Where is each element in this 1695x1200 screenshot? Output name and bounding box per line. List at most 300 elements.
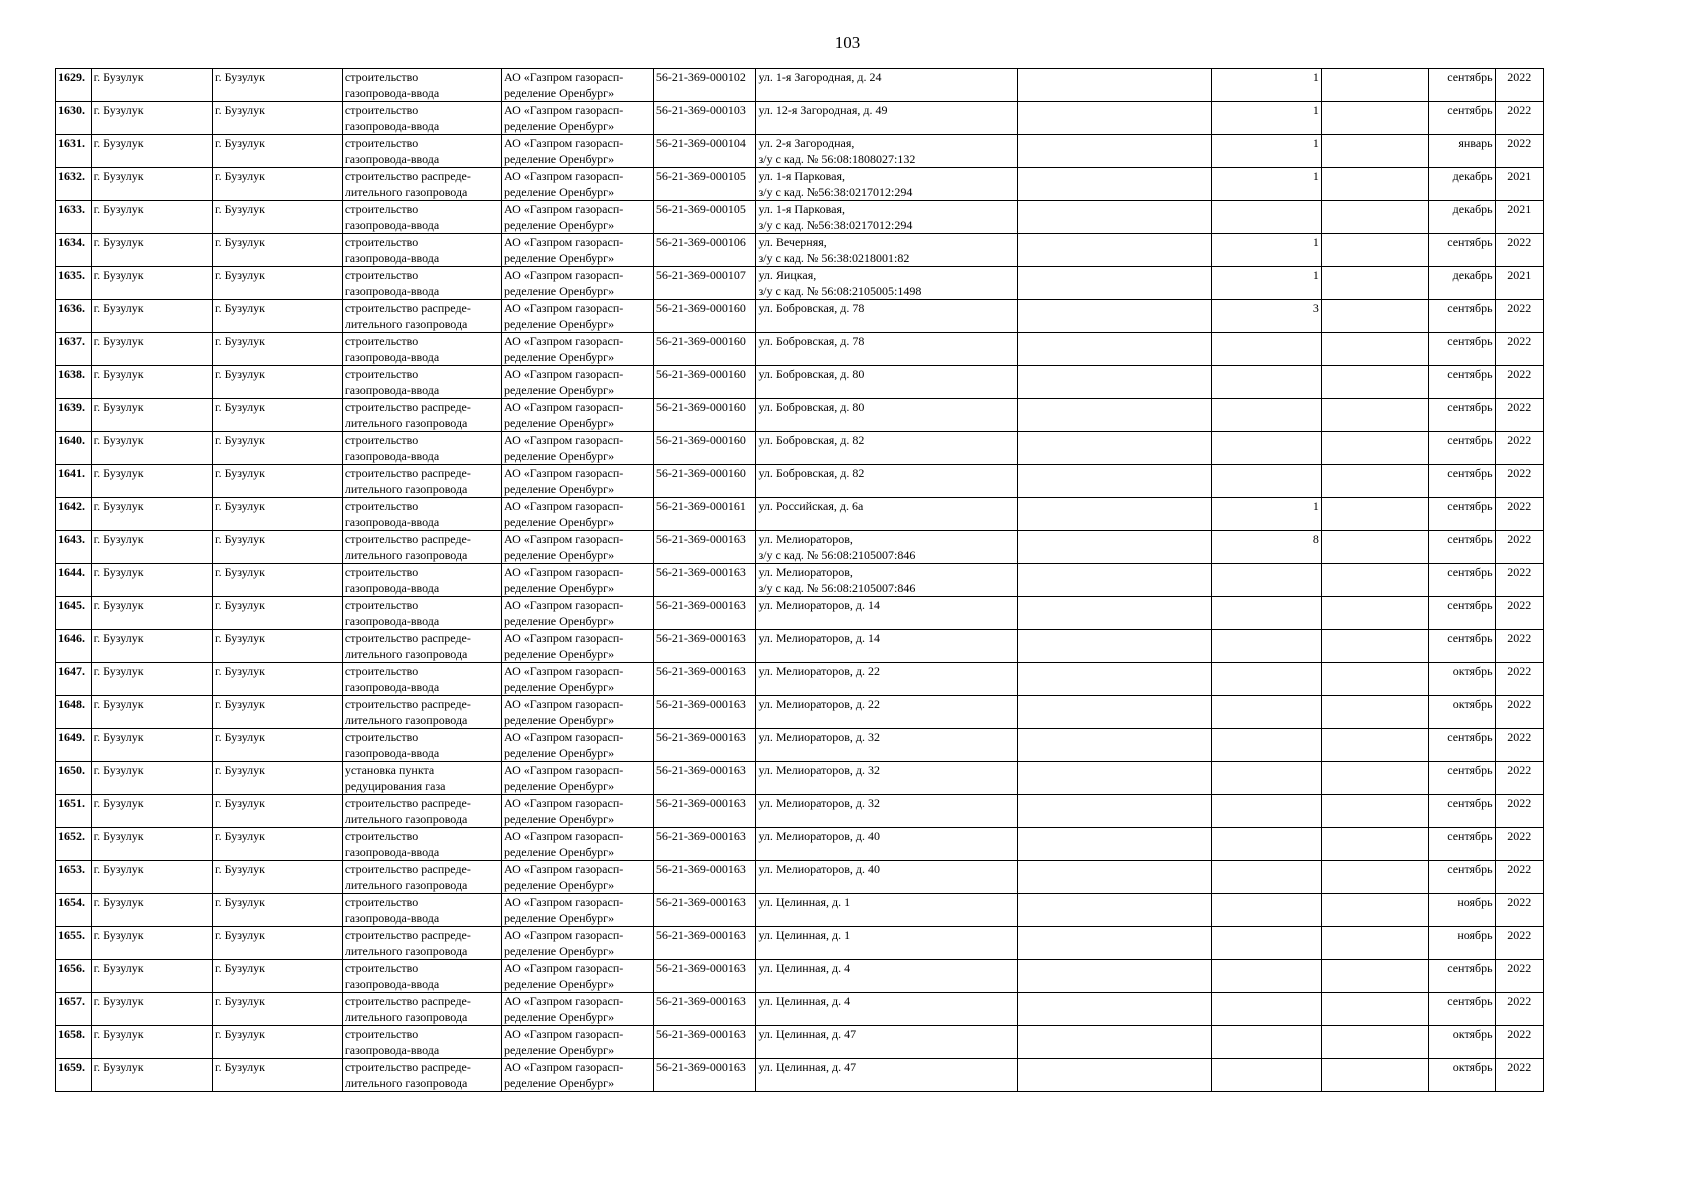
month-cell: декабрь bbox=[1428, 267, 1495, 300]
quantity-cell bbox=[1211, 762, 1321, 795]
address-cell-line: ул. Вечерняя, bbox=[758, 235, 827, 249]
quantity-cell bbox=[1211, 894, 1321, 927]
locality-cell: г. Бузулук bbox=[213, 663, 343, 696]
empty-cell bbox=[1321, 1059, 1428, 1092]
quantity-cell bbox=[1211, 201, 1321, 234]
municipality-cell: г. Бузулук bbox=[91, 465, 212, 498]
empty-cell bbox=[1321, 267, 1428, 300]
organization-cell bbox=[502, 102, 654, 135]
year-cell: 2021 bbox=[1495, 201, 1543, 234]
month-cell: ноябрь bbox=[1428, 894, 1495, 927]
network-code-cell: 56-21-369-000102 bbox=[653, 69, 756, 102]
year-cell: 2022 bbox=[1495, 630, 1543, 663]
month-cell: сентябрь bbox=[1428, 102, 1495, 135]
month-cell: сентябрь bbox=[1428, 69, 1495, 102]
quantity-cell: 1 bbox=[1211, 498, 1321, 531]
locality-cell: г. Бузулук bbox=[213, 234, 343, 267]
address-cell-line: з/у с кад. № 56:08:2105005:1498 bbox=[758, 284, 922, 298]
month-cell: сентябрь bbox=[1428, 564, 1495, 597]
organization-cell bbox=[502, 366, 654, 399]
organization-cell-line: ределение Оренбург» bbox=[504, 251, 615, 265]
row-number: 1631. bbox=[56, 135, 92, 168]
address-cell bbox=[756, 102, 1018, 135]
work-type-cell bbox=[342, 630, 501, 663]
table-row bbox=[56, 168, 1591, 201]
address-cell-line: з/у с кад. №56:38:0217012:294 bbox=[758, 218, 913, 232]
empty-cell bbox=[1321, 597, 1428, 630]
work-type-cell-line: строительство распреде- bbox=[344, 400, 471, 414]
organization-cell bbox=[502, 927, 654, 960]
row-number: 1645. bbox=[56, 597, 92, 630]
quantity-cell bbox=[1211, 366, 1321, 399]
year-cell: 2022 bbox=[1495, 69, 1543, 102]
address-cell-line: ул. Целинная, д. 47 bbox=[758, 1027, 857, 1041]
network-code-cell: 56-21-369-000163 bbox=[653, 564, 756, 597]
municipality-cell: г. Бузулук bbox=[91, 201, 212, 234]
organization-cell-line: ределение Оренбург» bbox=[504, 548, 615, 562]
table-row bbox=[56, 993, 1591, 1026]
empty-cell bbox=[1321, 432, 1428, 465]
empty-cell bbox=[1018, 960, 1212, 993]
organization-cell bbox=[502, 762, 654, 795]
address-cell bbox=[756, 564, 1018, 597]
work-type-cell-line: строительство распреде- bbox=[344, 796, 471, 810]
work-type-cell bbox=[342, 432, 501, 465]
work-type-cell bbox=[342, 762, 501, 795]
organization-cell-line: АО «Газпром газорасп- bbox=[504, 763, 624, 777]
empty-cell bbox=[1018, 333, 1212, 366]
empty-cell bbox=[1018, 1026, 1212, 1059]
address-cell bbox=[756, 630, 1018, 663]
quantity-cell: 8 bbox=[1211, 531, 1321, 564]
work-type-cell-line: лительного газопровода bbox=[344, 1076, 468, 1090]
organization-cell bbox=[502, 630, 654, 663]
organization-cell bbox=[502, 828, 654, 861]
organization-cell-line: АО «Газпром газорасп- bbox=[504, 70, 624, 84]
year-cell: 2022 bbox=[1495, 399, 1543, 432]
quantity-cell: 3 bbox=[1211, 300, 1321, 333]
municipality-cell: г. Бузулук bbox=[91, 696, 212, 729]
year-cell: 2022 bbox=[1495, 597, 1543, 630]
year-cell: 2022 bbox=[1495, 927, 1543, 960]
address-cell-line: ул. Мелиораторов, д. 22 bbox=[758, 664, 881, 678]
network-code-cell: 56-21-369-000105 bbox=[653, 168, 756, 201]
work-type-cell-line: строительство распреде- bbox=[344, 631, 471, 645]
organization-cell-line: АО «Газпром газорасп- bbox=[504, 202, 624, 216]
address-cell-line: з/у с кад. № 56:08:2105007:846 bbox=[758, 581, 916, 595]
empty-cell bbox=[1018, 366, 1212, 399]
work-type-cell-line: строительство распреде- bbox=[344, 1060, 471, 1074]
municipality-cell: г. Бузулук bbox=[91, 498, 212, 531]
quantity-cell bbox=[1211, 1026, 1321, 1059]
organization-cell bbox=[502, 1059, 654, 1092]
table-row bbox=[56, 102, 1591, 135]
work-type-cell-line: строительство bbox=[344, 334, 419, 348]
empty-cell bbox=[1018, 927, 1212, 960]
month-cell: сентябрь bbox=[1428, 399, 1495, 432]
network-code-cell: 56-21-369-000163 bbox=[653, 597, 756, 630]
month-cell: октябрь bbox=[1428, 696, 1495, 729]
empty-cell bbox=[1321, 366, 1428, 399]
organization-cell bbox=[502, 861, 654, 894]
organization-cell-line: ределение Оренбург» bbox=[504, 1010, 615, 1024]
row-number: 1630. bbox=[56, 102, 92, 135]
empty-cell bbox=[1018, 399, 1212, 432]
work-type-cell-line: газопровода-ввода bbox=[344, 218, 440, 232]
work-type-cell-line: строительство bbox=[344, 103, 419, 117]
empty-cell bbox=[1018, 135, 1212, 168]
address-cell bbox=[756, 597, 1018, 630]
network-code-cell: 56-21-369-000160 bbox=[653, 366, 756, 399]
empty-cell bbox=[1018, 795, 1212, 828]
organization-cell-line: АО «Газпром газорасп- bbox=[504, 367, 624, 381]
empty-cell bbox=[1321, 663, 1428, 696]
work-type-cell-line: строительство bbox=[344, 1027, 419, 1041]
municipality-cell: г. Бузулук bbox=[91, 531, 212, 564]
locality-cell: г. Бузулук bbox=[213, 597, 343, 630]
work-type-cell-line: газопровода-ввода bbox=[344, 515, 440, 529]
month-cell: сентябрь bbox=[1428, 795, 1495, 828]
organization-cell bbox=[502, 597, 654, 630]
table-row bbox=[56, 333, 1591, 366]
empty-cell bbox=[1018, 993, 1212, 1026]
quantity-cell bbox=[1211, 993, 1321, 1026]
empty-cell bbox=[1321, 135, 1428, 168]
empty-cell bbox=[1321, 729, 1428, 762]
work-type-cell-line: газопровода-ввода bbox=[344, 383, 440, 397]
address-cell bbox=[756, 366, 1018, 399]
organization-cell-line: ределение Оренбург» bbox=[504, 515, 615, 529]
work-type-cell-line: лительного газопровода bbox=[344, 482, 468, 496]
year-cell: 2022 bbox=[1495, 696, 1543, 729]
locality-cell: г. Бузулук bbox=[213, 267, 343, 300]
table-row bbox=[56, 399, 1591, 432]
empty-cell bbox=[1321, 861, 1428, 894]
address-cell-line: ул. Бобровская, д. 78 bbox=[758, 334, 865, 348]
work-type-cell-line: строительство bbox=[344, 895, 419, 909]
municipality-cell: г. Бузулук bbox=[91, 1026, 212, 1059]
month-cell: октябрь bbox=[1428, 1026, 1495, 1059]
empty-cell bbox=[1018, 828, 1212, 861]
year-cell: 2022 bbox=[1495, 135, 1543, 168]
locality-cell: г. Бузулук bbox=[213, 399, 343, 432]
month-cell: сентябрь bbox=[1428, 465, 1495, 498]
row-number: 1642. bbox=[56, 498, 92, 531]
table-row bbox=[56, 135, 1591, 168]
work-type-cell-line: строительство bbox=[344, 268, 419, 282]
address-cell-line: з/у с кад. № 56:08:1808027:132 bbox=[758, 152, 916, 166]
month-cell: сентябрь bbox=[1428, 828, 1495, 861]
address-cell-line: ул. 12-я Загородная, д. 49 bbox=[758, 103, 888, 117]
quantity-cell bbox=[1211, 333, 1321, 366]
municipality-cell: г. Бузулук bbox=[91, 267, 212, 300]
organization-cell-line: АО «Газпром газорасп- bbox=[504, 268, 624, 282]
work-type-cell-line: газопровода-ввода bbox=[344, 911, 440, 925]
work-type-cell bbox=[342, 1059, 501, 1092]
empty-cell bbox=[1321, 399, 1428, 432]
network-code-cell: 56-21-369-000163 bbox=[653, 1059, 756, 1092]
month-cell: сентябрь bbox=[1428, 762, 1495, 795]
year-cell: 2022 bbox=[1495, 993, 1543, 1026]
empty-cell bbox=[1018, 498, 1212, 531]
table-row bbox=[56, 729, 1591, 762]
year-cell: 2022 bbox=[1495, 795, 1543, 828]
municipality-cell: г. Бузулук bbox=[91, 300, 212, 333]
table-row bbox=[56, 366, 1591, 399]
organization-cell bbox=[502, 498, 654, 531]
quantity-cell bbox=[1211, 927, 1321, 960]
row-number: 1637. bbox=[56, 333, 92, 366]
locality-cell: г. Бузулук bbox=[213, 201, 343, 234]
empty-cell bbox=[1018, 630, 1212, 663]
month-cell: сентябрь bbox=[1428, 234, 1495, 267]
empty-cell bbox=[1321, 795, 1428, 828]
organization-cell bbox=[502, 795, 654, 828]
municipality-cell: г. Бузулук bbox=[91, 828, 212, 861]
row-number: 1640. bbox=[56, 432, 92, 465]
work-type-cell-line: газопровода-ввода bbox=[344, 746, 440, 760]
empty-cell bbox=[1321, 762, 1428, 795]
registry-table-body bbox=[56, 69, 1591, 1092]
month-cell: сентябрь bbox=[1428, 993, 1495, 1026]
row-number: 1648. bbox=[56, 696, 92, 729]
organization-cell-line: ределение Оренбург» bbox=[504, 1043, 615, 1057]
municipality-cell: г. Бузулук bbox=[91, 861, 212, 894]
empty-cell bbox=[1321, 465, 1428, 498]
row-number: 1636. bbox=[56, 300, 92, 333]
quantity-cell: 1 bbox=[1211, 234, 1321, 267]
empty-cell bbox=[1018, 663, 1212, 696]
network-code-cell: 56-21-369-000163 bbox=[653, 828, 756, 861]
address-cell bbox=[756, 1059, 1018, 1092]
work-type-cell bbox=[342, 234, 501, 267]
work-type-cell-line: лительного газопровода bbox=[344, 713, 468, 727]
locality-cell: г. Бузулук bbox=[213, 927, 343, 960]
work-type-cell-line: строительство распреде- bbox=[344, 466, 471, 480]
network-code-cell: 56-21-369-000163 bbox=[653, 531, 756, 564]
organization-cell-line: ределение Оренбург» bbox=[504, 1076, 615, 1090]
address-cell-line: ул. Целинная, д. 1 bbox=[758, 895, 851, 909]
network-code-cell: 56-21-369-000163 bbox=[653, 663, 756, 696]
work-type-cell-line: редуцирования газа bbox=[344, 779, 446, 793]
work-type-cell-line: строительство bbox=[344, 70, 419, 84]
quantity-cell bbox=[1211, 597, 1321, 630]
empty-cell bbox=[1321, 102, 1428, 135]
address-cell-line: ул. Яицкая, bbox=[758, 268, 817, 282]
address-cell-line: ул. Мелиораторов, д. 14 bbox=[758, 598, 881, 612]
quantity-cell bbox=[1211, 696, 1321, 729]
work-type-cell-line: строительство bbox=[344, 235, 419, 249]
empty-cell bbox=[1018, 432, 1212, 465]
locality-cell: г. Бузулук bbox=[213, 630, 343, 663]
organization-cell bbox=[502, 69, 654, 102]
network-code-cell: 56-21-369-000103 bbox=[653, 102, 756, 135]
address-cell bbox=[756, 729, 1018, 762]
month-cell: январь bbox=[1428, 135, 1495, 168]
address-cell bbox=[756, 267, 1018, 300]
organization-cell-line: АО «Газпром газорасп- bbox=[504, 994, 624, 1008]
organization-cell-line: ределение Оренбург» bbox=[504, 218, 615, 232]
organization-cell bbox=[502, 564, 654, 597]
municipality-cell: г. Бузулук bbox=[91, 927, 212, 960]
municipality-cell: г. Бузулук bbox=[91, 102, 212, 135]
empty-cell bbox=[1018, 102, 1212, 135]
address-cell bbox=[756, 894, 1018, 927]
year-cell: 2022 bbox=[1495, 498, 1543, 531]
row-number: 1653. bbox=[56, 861, 92, 894]
quantity-cell bbox=[1211, 399, 1321, 432]
organization-cell-line: АО «Газпром газорасп- bbox=[504, 631, 624, 645]
work-type-cell-line: строительство распреде- bbox=[344, 532, 471, 546]
year-cell: 2021 bbox=[1495, 168, 1543, 201]
empty-cell bbox=[1018, 465, 1212, 498]
network-code-cell: 56-21-369-000160 bbox=[653, 333, 756, 366]
organization-cell-line: ределение Оренбург» bbox=[504, 152, 615, 166]
organization-cell-line: ределение Оренбург» bbox=[504, 416, 615, 430]
organization-cell-line: ределение Оренбург» bbox=[504, 449, 615, 463]
quantity-cell bbox=[1211, 564, 1321, 597]
work-type-cell bbox=[342, 960, 501, 993]
locality-cell: г. Бузулук bbox=[213, 729, 343, 762]
work-type-cell-line: строительство bbox=[344, 136, 419, 150]
work-type-cell bbox=[342, 168, 501, 201]
organization-cell-line: АО «Газпром газорасп- bbox=[504, 433, 624, 447]
organization-cell bbox=[502, 234, 654, 267]
locality-cell: г. Бузулук bbox=[213, 762, 343, 795]
organization-cell bbox=[502, 894, 654, 927]
organization-cell-line: АО «Газпром газорасп- bbox=[504, 796, 624, 810]
organization-cell-line: АО «Газпром газорасп- bbox=[504, 928, 624, 942]
address-cell bbox=[756, 498, 1018, 531]
work-type-cell bbox=[342, 300, 501, 333]
network-code-cell: 56-21-369-000163 bbox=[653, 1026, 756, 1059]
work-type-cell-line: газопровода-ввода bbox=[344, 1043, 440, 1057]
table-row bbox=[56, 696, 1591, 729]
work-type-cell bbox=[342, 1026, 501, 1059]
empty-cell bbox=[1321, 234, 1428, 267]
municipality-cell: г. Бузулук bbox=[91, 663, 212, 696]
municipality-cell: г. Бузулук bbox=[91, 1059, 212, 1092]
organization-cell-line: АО «Газпром газорасп- bbox=[504, 862, 624, 876]
organization-cell-line: ределение Оренбург» bbox=[504, 119, 615, 133]
year-cell: 2022 bbox=[1495, 894, 1543, 927]
organization-cell-line: ределение Оренбург» bbox=[504, 185, 615, 199]
network-code-cell: 56-21-369-000163 bbox=[653, 993, 756, 1026]
network-code-cell: 56-21-369-000160 bbox=[653, 465, 756, 498]
network-code-cell: 56-21-369-000163 bbox=[653, 795, 756, 828]
address-cell-line: ул. 1-я Парковая, bbox=[758, 169, 845, 183]
row-number: 1634. bbox=[56, 234, 92, 267]
organization-cell-line: ределение Оренбург» bbox=[504, 383, 615, 397]
row-number: 1632. bbox=[56, 168, 92, 201]
address-cell bbox=[756, 993, 1018, 1026]
month-cell: ноябрь bbox=[1428, 927, 1495, 960]
network-code-cell: 56-21-369-000106 bbox=[653, 234, 756, 267]
row-number: 1635. bbox=[56, 267, 92, 300]
work-type-cell-line: строительство распреде- bbox=[344, 697, 471, 711]
work-type-cell bbox=[342, 894, 501, 927]
table-row bbox=[56, 498, 1591, 531]
network-code-cell: 56-21-369-000163 bbox=[653, 960, 756, 993]
year-cell: 2022 bbox=[1495, 432, 1543, 465]
network-code-cell: 56-21-369-000107 bbox=[653, 267, 756, 300]
network-code-cell: 56-21-369-000163 bbox=[653, 894, 756, 927]
address-cell bbox=[756, 201, 1018, 234]
table-row bbox=[56, 564, 1591, 597]
organization-cell bbox=[502, 465, 654, 498]
organization-cell bbox=[502, 333, 654, 366]
address-cell bbox=[756, 663, 1018, 696]
empty-cell bbox=[1321, 927, 1428, 960]
address-cell bbox=[756, 828, 1018, 861]
empty-cell bbox=[1321, 498, 1428, 531]
address-cell bbox=[756, 795, 1018, 828]
organization-cell-line: АО «Газпром газорасп- bbox=[504, 664, 624, 678]
quantity-cell bbox=[1211, 960, 1321, 993]
address-cell bbox=[756, 762, 1018, 795]
address-cell-line: ул. Мелиораторов, д. 14 bbox=[758, 631, 881, 645]
locality-cell: г. Бузулук bbox=[213, 366, 343, 399]
organization-cell-line: АО «Газпром газорасп- bbox=[504, 136, 624, 150]
address-cell-line: ул. 1-я Парковая, bbox=[758, 202, 845, 216]
quantity-cell: 1 bbox=[1211, 69, 1321, 102]
organization-cell-line: ределение Оренбург» bbox=[504, 845, 615, 859]
row-number: 1659. bbox=[56, 1059, 92, 1092]
year-cell: 2022 bbox=[1495, 762, 1543, 795]
municipality-cell: г. Бузулук bbox=[91, 762, 212, 795]
table-row bbox=[56, 960, 1591, 993]
network-code-cell: 56-21-369-000163 bbox=[653, 729, 756, 762]
work-type-cell-line: строительство bbox=[344, 499, 419, 513]
organization-cell-line: АО «Газпром газорасп- bbox=[504, 103, 624, 117]
organization-cell-line: ределение Оренбург» bbox=[504, 713, 615, 727]
locality-cell: г. Бузулук bbox=[213, 135, 343, 168]
month-cell: сентябрь bbox=[1428, 630, 1495, 663]
address-cell-line: ул. Мелиораторов, д. 22 bbox=[758, 697, 881, 711]
work-type-cell bbox=[342, 333, 501, 366]
network-code-cell: 56-21-369-000163 bbox=[653, 762, 756, 795]
organization-cell-line: АО «Газпром газорасп- bbox=[504, 1060, 624, 1074]
month-cell: сентябрь bbox=[1428, 597, 1495, 630]
organization-cell-line: АО «Газпром газорасп- bbox=[504, 598, 624, 612]
month-cell: сентябрь bbox=[1428, 861, 1495, 894]
work-type-cell bbox=[342, 135, 501, 168]
work-type-cell-line: строительство bbox=[344, 565, 419, 579]
empty-cell bbox=[1321, 333, 1428, 366]
address-cell-line: ул. Мелиораторов, д. 40 bbox=[758, 829, 881, 843]
organization-cell-line: ределение Оренбург» bbox=[504, 614, 615, 628]
organization-cell-line: АО «Газпром газорасп- bbox=[504, 499, 624, 513]
row-number: 1654. bbox=[56, 894, 92, 927]
year-cell: 2022 bbox=[1495, 234, 1543, 267]
empty-cell bbox=[1321, 531, 1428, 564]
network-code-cell: 56-21-369-000163 bbox=[653, 861, 756, 894]
row-number: 1647. bbox=[56, 663, 92, 696]
table-row bbox=[56, 630, 1591, 663]
locality-cell: г. Бузулук bbox=[213, 498, 343, 531]
municipality-cell: г. Бузулук bbox=[91, 399, 212, 432]
organization-cell-line: ределение Оренбург» bbox=[504, 284, 615, 298]
organization-cell bbox=[502, 168, 654, 201]
organization-cell-line: АО «Газпром газорасп- bbox=[504, 697, 624, 711]
month-cell: сентябрь bbox=[1428, 960, 1495, 993]
locality-cell: г. Бузулук bbox=[213, 333, 343, 366]
organization-cell bbox=[502, 531, 654, 564]
organization-cell-line: ределение Оренбург» bbox=[504, 746, 615, 760]
table-row bbox=[56, 762, 1591, 795]
address-cell-line: ул. Бобровская, д. 82 bbox=[758, 433, 865, 447]
address-cell bbox=[756, 399, 1018, 432]
